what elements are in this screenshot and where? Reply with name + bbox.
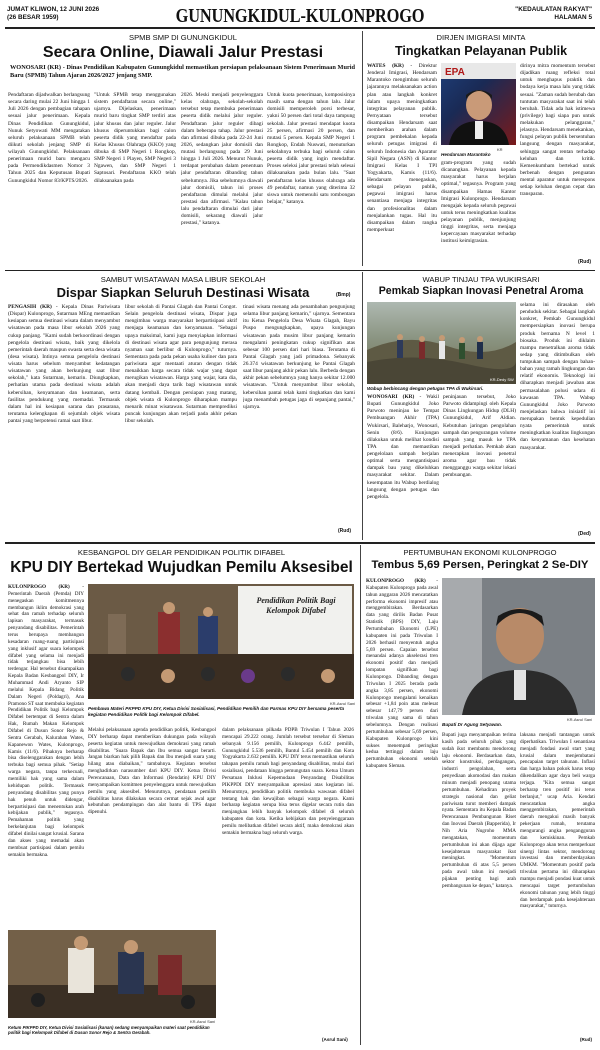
a3-col1: [8, 304, 120, 536]
a4-caption: Wabup berbincang dengan petugas TPA di Wukirsari.: [367, 386, 484, 391]
a6-tag: (Rud): [580, 1037, 592, 1042]
masthead-edition: (26 BESAR 1959): [7, 14, 59, 21]
a2-col2: gram-program yang sudah dicanangkan. Pelayanan kepada masyarakat harus berjalan optimal," tegasnya. Program yang disampaikan Hamas Kantor Imigrasi Kulonprogo. Hendarsam mengajak kepada seluruh pegawai untuk terus meningkatkan kualitas pelayanan publik, menjunjung tinggi integritas, serta menjaga kepercayaan masyarakat terhadap institusi keimigrasian.: [441, 160, 516, 245]
a5-col1-text: - Pemerintah Daerah (Pemda) DIY menegaskan komitmennya membangun iklim demokrasi yang sehat dan ramah terhadap seluruh lapisan masyarakat, termasuk penyandang disabilitas. Pemerintah terus berupaya membangun kesadaran ruang-ruang partisipasi yang inklusif agar suara kelompok difabel yang selama ini menjadi tidak terjangkau bisa lebih terdengar. Hal tersebut disampaikan Kepala Badan Kesbangpol DIY, Ir Muhammad Andi Aryanto SIP melalui Kepala Bidang Politik Dalam Negeri (Poldagri), Ana Pramono ST saat membuka kegiatan Pendidikan Politik bagi Kelompok Difabel bertempat di Sentra dalam Hak, Rumah Makan Kelompok Difabel di Dusun Sonor Rejo & Sentra Gerabah, Kalurahan Wates, Kapanewon Wates, Kulonprogo, Kamis (11/6). Pihaknya berharap bisa diselenggarakan dengan lebih terbuka bagi semua pihak. "Setiap warga negara, tanpa terkecuali, memiliki hak yang sama dalam kehidupan politik. Termasuk penyandang disabilitas yang punya hak penuh untuk didengar, berpartisipasi dan menentukan arah kebijakan publik," tegasnya. Pemahaman politik yang berkelanjutan bagi kelompok difabel dinilai sangat krusial. Sarana dan akses yang memadai akan membuat partisipasi dalam pemilu semakin bermakna.: [8, 584, 84, 858]
masthead-rule: [5, 27, 595, 29]
a5-credit2: KR-Asrul Sani: [190, 1019, 216, 1024]
a6-photo-bupati: [442, 578, 595, 715]
a5-tag: (Asrul Sani): [322, 1037, 348, 1042]
a2-credit: KR: [497, 147, 503, 152]
a3-kicker: SAMBUT WISATAWAN MASA LIBUR SEKOLAH: [100, 275, 266, 284]
a6-kicker: PERTUMBUHAN EKONOMI KULONPROGO: [403, 548, 557, 557]
rule-2: [5, 542, 595, 544]
a5-credit1: KR-Asrul Sani: [330, 701, 356, 706]
a1-col4: Untuk kuota penerimaan, komposisinya masih sama dengan tahun lalu. Jalur domisili memperoleh porsi terbesar, yakni 50 persen dari total daya tampung sekolah. Jalur prestasi mendapat kuota 25 persen, afirmasi 20 persen, dan mutasi 5 persen. Kepala SMP Negeri 1 Rongkop, Endah Nuswati, menuturkan sekolahnya terbuka bagi seluruh calon peserta didik yang ingin mendaftar. Proses seleksi jalur prestasi telah selesai dilaksanakan pada bulan lalu. "Saat pendaftaran kelas khusus olahraga ada 49 pendaftar, namun yang diterima 32 siswa untuk memenuhi satu rombongan belajar," katanya.: [267, 92, 355, 205]
a1-kicker: SPMB SMP DI GUNUNGKIDUL: [129, 33, 237, 42]
landfill-photo-icon: [367, 302, 516, 384]
a6-col2: Bupati juga menyampaikan terima kasih pada seluruh pihak yang sudah ikut membantu mendorong laju ekonomi. Berdasarkan data, sektor konstruksi, perdagangan, industri pengolahan, serta penyediaan akomodasi dan makan minum menjadi penopang utama pertumbuhan. Kehadiran proyek strategis nasional dan geliat pariwisata turut memberi dampak nyata. Sementara itu Kepala Badan Perencanaan Pembangunan Riset dan Inovasi Daerah (Bapperida), Ir Nih Aria Nugroho MMA mengatakan, momentum pertumbuhan ini akan dijaga agar kesejahteraan masyarakat ikut meningkat. "Momentum pertumbuhan di atas 5,5 persen pada awal tahun ini menjadi pijakan penting bagi arah pembangunan ke depan," katanya.: [442, 732, 516, 889]
a3-tag: (Rud): [338, 528, 352, 534]
a4-kicker: WABUP TINJAU TPA WUKIRSARI: [422, 275, 540, 284]
svg-text:EPA: EPA: [445, 67, 465, 78]
a5-col3: dalam pelaksanaan pilkada PDPB Triwulan I Tahun 2026 mencapai 29.222 orang. Jumlah tersebut tersebar di Sleman sebanyak 9.156 pemilih, Kulonprogo 6.442 pemilih, Gunungkidul 5.536 pemilih, Bantul 5.454 pemilih dan Kota Yogyakarta 2.632 pemilih. KPU DIY terus memastikan seluruh tahapan pemilu ramah bagi penyandang disabilitas, mulai dari sosialisasi, pendataan hingga pemungutan suara. Ketua Umum Persatuan Inklusi Kepemudaan Penyandang Disabilitas PIKPPDI DIY menyampaikan apresiasi atas kegiatan ini. Menurutnya, pendidikan politik membuka wawasan difabel tentang hak dan kewajiban sebagai warga negara. Kami berharap kegiatan serupa bisa terus digelar secara rutin dan menjangkau lebih banyak kelompok difabel di seluruh kabupaten dan kota. Ketika kebijakan dan penyelenggaraan pemilu melibatkan difabel secara aktif, maka demokrasi akan semakin bermakna bagi seluruh warga.: [222, 727, 354, 836]
a3-col1-text: - Kepala Dinas Pariwisata (Dispar) Kulonprogo, Sutarman MEng memastikan kesiapan semua destinasi wisata dalam menyambut wisatawan pada masa libur sekolah 2026 yang cukup panjang. "Kami sudah berkoordinasi dengan pengelola destinasi wisata, baik yang dikelola pemerintah daerah maupun swasta serta desa wisata (desa wisata). Intinya semua pengelola destinasi wisata harus sebelum menyambut kedatangan wisatawan yang akan berkunjung saat libur sekolah," kata Sutarman, kemarin. Diungkapkan, perhatian utama pada destinasi wisata adalah kebersihan, kenyamanan dan keamanan, serta fasilitas pendukung yang memadai. Termasuk dalam hal ini kesiapan sarana dan prasarana, terutama kelengkapan di sejumlah objek wisata pantai yang berpotensi ramai saat libur.: [8, 304, 120, 424]
a4-credit: KR-Dedy SW: [490, 377, 514, 382]
a2-col3: dirinya mitra momentum tersebut dijadikan ruang refleksi total untuk menghapus praktik dan budaya kerja masa lalu yang tidak sesuai. "Zaman sudah berubah dan tuntutan masyarakat saat ini telah berubah. Tidak ada hak istimewa (privilege) bagi siapa pun untuk melakukan pelanggaran," jelasnya. Hendarsam menekankan, fungsi pelayan publik bersentuhan langsung dengan masyarakat, sehingga sangat rentan terhadap keluhan dan kritik. Kemenkumham bertekad untuk berbenah dengan penguatan mental aparatur untuk merespons setiap keluhan dengan cepat dan transparan.: [520, 63, 595, 198]
masthead-title: GUNUNGKIDUL-KULONPROGO: [175, 5, 425, 27]
masthead-paper: "KEDAULATAN RAKYAT": [515, 6, 592, 13]
a1-col3: 2026. Meski menjadi penyelenggara kelas olahraga, sekolah-sekolah tersebut tetap membuka penerimaan peserta didik melalui jalur reguler. Pendaftaran jalur reguler dibagi dalam beberapa tahap. Jalur prestasi dan afirmasi dibuka pada 22-24 Juni 2026, sedangkan jalur domisili dan mutasi berlangsung pada 29 Juni hingga 1 Juli 2026. Menurut Nunuk, terdapat perubahan dalam penentuan jalur pendaftaran dibanding tahun sebelumnya. Jika sebelumnya diawali jalur domisili, tahun ini proses pendaftaran dimulai melalui jalur prestasi dan afirmasi. "Kalau tahun lalu pendaftaran dimulai dari jalur domisili, sekarang diawali jalur prestasi," katanya.: [181, 92, 263, 227]
a1-tag: (Bmp): [336, 292, 351, 298]
a4-tag: (Ded): [578, 531, 591, 537]
a6-lead-city: KULONPROGO (KR): [366, 578, 426, 584]
a5-banner-text: Pendidikan Politik Bagi Kelompok Difabel: [256, 596, 336, 615]
a5-photo-speaker: [8, 930, 216, 1018]
a2-kicker: DIRJEN IMIGRASI MINTA: [436, 33, 526, 42]
a4-headline: Pemkab Siapkan Inovasi Penetral Aroma: [378, 285, 584, 297]
a4-photo-tpa: [367, 302, 516, 384]
a2-col1: [367, 63, 437, 268]
a5-kicker: KESBANGPOL DIY GELAR PENDIDIKAN POLITIK DIFABEL: [77, 548, 286, 557]
a5-photo-event: [88, 584, 354, 699]
a6-caption: Bupati Dr Agung Setyawan.: [442, 722, 503, 727]
a6-col1-text: - Kabupaten Kulonprogo pada awal tahun anggaran 2026 mencatatkan performa ekonomi impresif atau menggembirakan. Berdasarkan data yang dirilis Badan Pusat Statistik (BPS) DIY, Laju Pertumbuhan Ekonomi (LPE) kabupaten ini pada Triwulan I 2026 berhasil menyentuh angka 5,69 persen. Capaian tersebut menandai adanya akselerasi tren ekonomi positif dan menjadi lompatan signifikan bagi Kulonprogo. Dibanding dengan Triwulan I 2025 berada pada angka 3,85 persen, ekonomi Kulonprogo mengalami kenaikan sebesar +1,84 poin atau melesat sebesar 147,79 persen dari triwulan yang sama di tahun sebelumnya. Dengan realisasi pertumbuhan sebesar 5,69 persen, Kabupaten Kulonprogo kini sukses menempati peringkat kedua tertinggi dalam laju pertumbuhan ekonomi setelah kabupaten Sleman.: [366, 578, 438, 770]
a5-headline: KPU DIY Bertekad Wujudkan Pemilu Aksesibel: [10, 559, 353, 576]
a3-headline: Dispar Siapkan Seluruh Destinasi Wisata: [56, 285, 310, 300]
bupati-portrait-icon: [442, 578, 595, 715]
rule-1: [5, 270, 595, 271]
masthead-page: HALAMAN 5: [554, 14, 592, 21]
vertical-rule-top: [362, 31, 363, 266]
a2-headline: Tingkatkan Pelayanan Publik: [394, 44, 568, 58]
a1-headline: Secara Online, Diawali Jalur Prestasi: [42, 44, 324, 61]
a2-lead-city: WATES (KR): [367, 63, 404, 69]
a2-col1-text: - Direktur Jenderal Imigrasi, Hendarsam Marantoko mengimbau seluruh jajarannya melaksanakan action plan atau langkah konkret dalam upaya meningkatkan integritas pelayanan publik. Pernyataan tersebut disampaikan Hendarsam saat memberikan arahan dalam program pembekalan kepada seluruh petugas imigrasi di seluruh Indonesia dan Aparatur Sipil Negara (ASN) di Kantor Imigrasi Kelas I TPI Yogyakarta, Kamis (11/6). Hendarsam menegaskan, sebagai pelayan publik, pegawai imigrasi harus senantiasa menjaga integritas dan profesionalitas dalam menjalankan tugas. Hal itu disampaikan dalam rangka memperkuat: [367, 63, 437, 233]
masthead-date: JUMAT KLIWON, 12 JUNI 2026: [7, 6, 100, 13]
a1-col1: Pendaftaran dijadwalkan berlangsung secara daring mulai 22 Juni hingga 1 Juli 2026 dengan pembagian tahapan sesuai jalur penerimaan. Kepala Dinas Pendidikan Gunungkidul, Nunuk Setyowati MM mengatakan seluruh pelaksanaan SPMB telah diikuti sekolah jenjang SMP di wilayah Gunungkidul. Pelaksanaan penerimaan murid baru mengacu pada Permendikdasmen Nomor 3 Tahun 2025 dan Keputusan Bupati Gunungkidul Nomor 83/KPTS/2026.: [8, 92, 90, 184]
a6-col1: [366, 578, 438, 1040]
a5-caption1: Pembawa Materi PKPPD KPU DIY, Ketua Divisi Sosialisasi, Pendidikan Pemilih dan Parmas KPU DIY bersama peserta kegiatan Pendidikan Politik bagi Kelompok Difabel.: [88, 706, 345, 717]
a1-lead-city: WONOSARI (KR): [10, 64, 62, 71]
a5-lead-city: KULONPROGO (KR): [8, 584, 70, 590]
a1-col2: "Untuk SPMB tetap menggunakan sistem pendaftaran secara online," ujarnya. Dijelaskan, penerimaan murid baru tingkat SMP terdiri atas jalur khusus dan jalur reguler. Jalur khusus diperuntukkan bagi calon peserta didik yang mendaftar pada Kelas Khusus Olahraga (KKO) yang dibuka di SMP Negeri 1 Rongkop, SMP Negeri 1 Playen, SMP Negeri 3 Ngawen, dan SMP Negeri 1 Saptosari. Pendaftaran KKO telah dilaksanakan pada: [94, 92, 176, 184]
a6-col3: laksana menjadi tantangan untuk diperhatikan. Triwulan I senantiasa menjadi fondasi awal start yang krusial dalam menjembatani pencapaian target tahunan. Inflasi dan harga bahan pokok harus tetap dikendalikan agar daya beli warga terjaga. "Kita semua sangat berharap tren positif ini terus berlanjut," ucap Aria. Kendati mencatatkan angka menggembirakan, pemerintah daerah mengakui masih banyak pekerjaan rumah, terutama mengurangi angka pengangguran dan kemiskinan. Pemkab Kulonprogo akan terus memperkuat sinergi lintas sektor, mendorong investasi dan memberdayakan UMKM. "Momentum positif pada triwulan pertama ini diharapkan mampu menjadi pondasi kuat untuk mencapai target pertumbuhan ekonomi tahunan yang lebih tinggi dan berdampak pada kesejahteraan masyarakat," tuturnya.: [520, 732, 595, 910]
a6-credit: KR-Asrul Sani: [567, 717, 593, 722]
portrait-icon: [441, 63, 516, 145]
a5-caption2: Ketum PIKPPD DIY, Ketua Divisi Sosialisasi (kanan) sedang menyampaikan materi saat pendidikan politik bagi Kelompok Difabel di Dusun Sonor Rejo & Sentra Gerabah.: [8, 1025, 210, 1036]
a2-caption: Hendarsam Marantoko: [441, 152, 491, 157]
a6-headline: Tembus 5,69 Persen, Peringkat 2 Se-DIY: [371, 559, 589, 571]
a4-col1-text: - Wakil Bupati Gunungkidul Joko Parwoto meninjau ke Tempat Pembuangan Akhir (TPA) Wukirsari, Baleharjo, Wonosari, Senin (8/6). Kunjungan dilakukan untuk melihat kondisi TPA dan memastikan pengelolaan sampah berjalan optimal serta mengantisipasi dampak bau yang dikeluhkan masyarakat sekitar. Dalam kesempatan itu Wabup berdialog langsung dengan petugas dan pengelola.: [367, 394, 439, 500]
a2-photo-hendarsam: [441, 63, 516, 145]
a4-col3: selama ini dirasakan oleh penduduk sekitar. Sebagai langkah konkret, Pemkab Gunungkidul mempersiapkan inovasi berupa produk bernama N level 1 biosaka. Produk ini diklaim mampu menetralkan aroma tidak sedap yang ditimbulkan oleh tumpukan sampah dengan bahan-bahan yang ramah lingkungan dan relatif ekonomis. Teknologi ini diharapkan menjadi jawaban atas permasalahan polusi udara di kawasan TPA. Wabup Gunungkidul Joko Parwoto menjelaskan bahwa inisiatif ini merupakan bentuk kepedulian nyata pemerintah untuk meningkatkan kualitas lingkungan dan kenyamanan dan kesehatan masyarakat.: [520, 302, 595, 451]
a3-col2: libur sekolah di Pantai Glagah dan Pantai Congot. Selain pengelola destinasi wisata, Dispar juga mengimbau warga masyarakat berpartisipasi aktif menjaga keamanan dan kenyamanan. "Sebagai upaya maksimal, kami juga menyiapkan informasi di destinasi wisata agar para pengunjung merasa nyaman saat berlibur di Kulonprogo," tuturnya. Sementara pada pada pekan usaha kuliner dan para pariwisata agar mentaati aturan dengan tidak menaikkan harga secara tidak wajar yang dapat merugikan wisatawan. Harga yang wajar, kata dia, akan menjadi daya tarik bagi wisatawan untuk datang kembali. Dengan persiapan yang matang, objek wisata di Kulonprogo diharapkan mampu menarik minat wisatawan. Sutarman memprediksi puncak kunjungan akan terjadi pada akhir pekan libur sekolah.: [125, 304, 237, 424]
a4-col2: peninjauan tersebut, Joko Parwoto didampingi oleh Kepala Dinas Lingkungan Hidup (DLH) Gunungkidul, Arif Aldian. Kebutuhan jaringan pengolahan sampah dan pengurangan volume sampah yang masuk ke TPA menjadi perhatian. Pemkab akan menerapkan inovasi penetral aroma agar bau tidak mengganggu warga sekitar lokasi pembuangan.: [443, 394, 516, 479]
a3-col3: tinasi wisata menang ada penambahan pengunjung selama libur panjang kemarin," ujarnya. Sementara itu Ketua Pengelola Desa Wisata Glagah, Bayu Puspo mengungkapkan, upaya kunjungan wisatawan pada musim libur panjang kemarin mengalami peningkatan cukup signifikan atas sebesar 100 persen dari hari biasa. Terutama di Pantai Glagah yang jadi primadona. Sebanyak 26.374 wisatawan berkunjung ke Pantai Glagah saat libur panjang akhir pekan lalu. Berbeda dengan akhir pekan sebelumnya yang hanya sekitar 12.000 wisatawan. "Untuk menyambut libur sekolah, kebersihan pantai telah kami tingkatkan dan kami juga menambah petugas jaga di sepanjang pantai," ujarnya.: [243, 304, 355, 410]
vertical-rule-bottom: [360, 545, 361, 1045]
a2-tag: (Rud): [578, 259, 592, 265]
a1-lead: [10, 64, 355, 80]
a4-lead-city: WONOSARI (KR): [367, 394, 415, 400]
a3-lead-city: PENGASIH (KR): [8, 304, 52, 310]
a5-col2: Melalui pelaksanaan agenda pendidikan politik, Kesbangpol DIY berharap dapat memberikan dukungan pada wilayah peserta kegiatan untuk mewujudkan demokrasi yang ramah disabilitas. "Suara Bapak dan Ibu semua sangat berarti. Jangan biarkan hak pilih Bapak dan Ibu menjadi suara yang hilang atau diabaikan," tambahnya. Kegiatan tersebut menghadirkan narasumber dari KPU DIY. Ketua Divisi Perencanaan, Data dan Informasi (Rendatin) KPU DIY menyampaikan komitmen penyelenggara untuk mewujudkan pemilu yang aksesibel. Menurutnya, pendataan pemilih disabilitas harus dilakukan secara cermat sejak awal agar kebutuhan pendampingan dan alat bantu di TPS dapat dipenuhi.: [88, 727, 216, 816]
speaker-photo-icon: [8, 930, 216, 1018]
a4-col1: [367, 394, 439, 539]
a1-lead-text: - Dinas Pendidikan Kabupaten Gunungkidul memastikan persiapan pelaksanaan Sistem Penerimaan Murid Baru (SPMB) Tahun Ajaran 2026/2027 jenjang SMP.: [10, 64, 356, 80]
vertical-rule-mid: [362, 272, 363, 540]
